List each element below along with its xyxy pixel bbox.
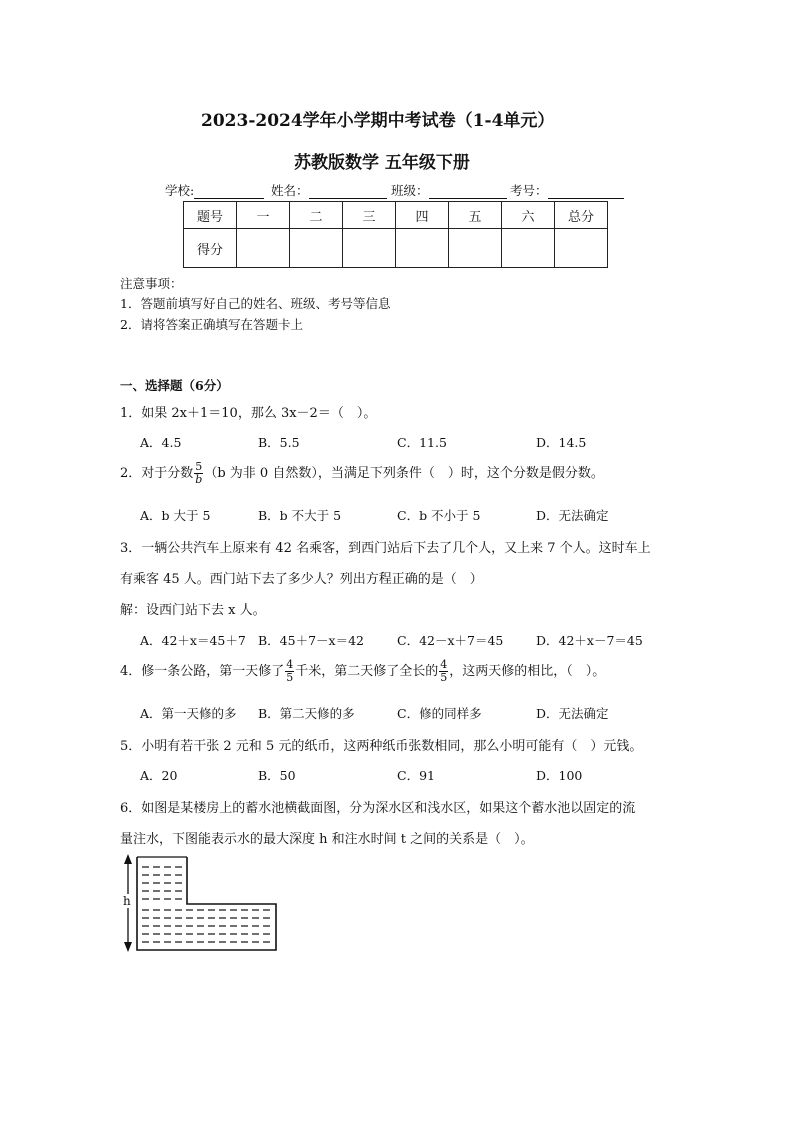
q5-option-c[interactable]: C．91	[397, 768, 435, 783]
note-item: 1．答题前填写好自己的姓名、班级、考号等信息	[120, 296, 391, 311]
score-cell[interactable]	[396, 229, 449, 268]
score-header-cell: 题号	[184, 202, 237, 229]
fraction-numerator: 4	[440, 658, 448, 671]
q2-option-b[interactable]: B．b 不大于 5	[258, 508, 342, 523]
score-cell[interactable]	[502, 229, 555, 268]
question-5: 5．小明有若干张 2 元和 5 元的纸币，这两种纸币张数相同，那么小明可能有（ ）元钱。	[120, 739, 643, 754]
q4-option-a[interactable]: A．第一天修的多	[140, 706, 237, 721]
score-header-row	[184, 202, 608, 229]
fraction	[194, 461, 203, 486]
q5-option-a[interactable]: A．20	[140, 768, 178, 783]
reservoir-cross-section-figure	[118, 852, 283, 954]
school-field[interactable]	[165, 181, 264, 199]
q2-option-d[interactable]: D．无法确定	[536, 508, 609, 523]
q3-option-b[interactable]: B．45＋7－x＝42	[258, 633, 364, 648]
question-3-line-2: 有乘客 45 人。西门站下去了多少人？列出方程正确的是（ ）	[120, 572, 483, 587]
class-label: 班级：	[391, 183, 429, 198]
q5-option-d[interactable]: D．100	[536, 768, 583, 783]
name-field[interactable]	[271, 181, 387, 199]
score-table	[183, 201, 608, 268]
q2-prefix: 2．对于分数	[120, 466, 194, 481]
fraction-denominator: b	[195, 473, 203, 486]
score-cell[interactable]	[343, 229, 396, 268]
q1-option-b[interactable]: B．5.5	[258, 435, 300, 450]
fraction-numerator: 4	[286, 658, 294, 671]
question-3-line-1: 3．一辆公共汽车上原来有 42 名乘客，到西门站后下去了几个人，又上来 7 个人。这时车上	[120, 541, 651, 556]
question-6-line-1: 6．如图是某楼房上的蓄水池横截面图，分为深水区和浅水区，如果这个蓄水池以固定的流	[120, 801, 636, 816]
q1-option-c[interactable]: C．11.5	[397, 435, 447, 450]
question-3-line-3: 解：设西门站下去 x 人。	[120, 603, 266, 618]
question-2	[120, 461, 604, 486]
question-6-line-2: 量注水，下图能表示水的最大深度 h 和注水时间 t 之间的关系是（ ）。	[120, 832, 534, 847]
exam-number-label: 考号：	[510, 183, 548, 198]
score-header-cell: 六	[502, 202, 555, 229]
score-cell[interactable]	[449, 229, 502, 268]
q3-option-a[interactable]: A．42＋x＝45＋7	[140, 633, 246, 648]
q1-option-a[interactable]: A．4.5	[140, 435, 182, 450]
fraction-numerator: 5	[195, 460, 203, 473]
question-4	[120, 659, 605, 684]
fraction	[439, 659, 448, 684]
score-cell[interactable]	[237, 229, 290, 268]
exam-number-field[interactable]	[510, 181, 624, 199]
q4-part-1: 4．修一条公路，第一天修了	[120, 664, 285, 679]
page-subtitle: 苏教版数学 五年级下册	[294, 153, 470, 173]
question-1: 1．如果 2x＋1＝10，那么 3x－2＝（ ）。	[120, 406, 377, 421]
q4-option-b[interactable]: B．第二天修的多	[258, 706, 355, 721]
q5-option-b[interactable]: B．50	[258, 768, 296, 783]
score-row-label: 得分	[184, 229, 237, 268]
score-header-cell: 三	[343, 202, 396, 229]
section-heading: 一、选择题（6分）	[120, 378, 229, 393]
q3-option-c[interactable]: C．42－x＋7＝45	[397, 633, 504, 648]
score-header-cell: 二	[290, 202, 343, 229]
fraction	[285, 659, 294, 684]
page-title: 2023-2024学年小学期中考试卷（1-4单元）	[201, 111, 555, 131]
score-row	[184, 229, 608, 268]
name-label: 姓名：	[271, 183, 309, 198]
school-label: 学校:	[165, 183, 195, 198]
q4-part-3: ，这两天修的相比，（ ）。	[449, 664, 606, 679]
score-header-cell: 总分	[555, 202, 608, 229]
class-field[interactable]	[391, 181, 507, 199]
fraction-denominator: 5	[286, 671, 294, 684]
score-header-cell: 四	[396, 202, 449, 229]
q2-suffix: （b 为非 0 自然数），当满足下列条件（ ）时，这个分数是假分数。	[204, 466, 604, 481]
q2-option-c[interactable]: C．b 不小于 5	[397, 508, 481, 523]
q4-option-d[interactable]: D．无法确定	[536, 706, 609, 721]
score-header-cell: 五	[449, 202, 502, 229]
q1-option-d[interactable]: D．14.5	[536, 435, 587, 450]
score-cell[interactable]	[290, 229, 343, 268]
note-item: 2．请将答案正确填写在答题卡上	[120, 317, 303, 332]
fraction-denominator: 5	[440, 671, 448, 684]
q3-option-d[interactable]: D．42＋x－7＝45	[536, 633, 643, 648]
q4-option-c[interactable]: C．修的同样多	[397, 706, 482, 721]
score-header-cell: 一	[237, 202, 290, 229]
depth-label-h: h	[123, 894, 131, 908]
q2-option-a[interactable]: A．b 大于 5	[140, 508, 211, 523]
score-cell[interactable]	[555, 229, 608, 268]
notes-title: 注意事项：	[120, 276, 183, 291]
q4-part-2: 千米，第二天修了全长的	[295, 664, 439, 679]
